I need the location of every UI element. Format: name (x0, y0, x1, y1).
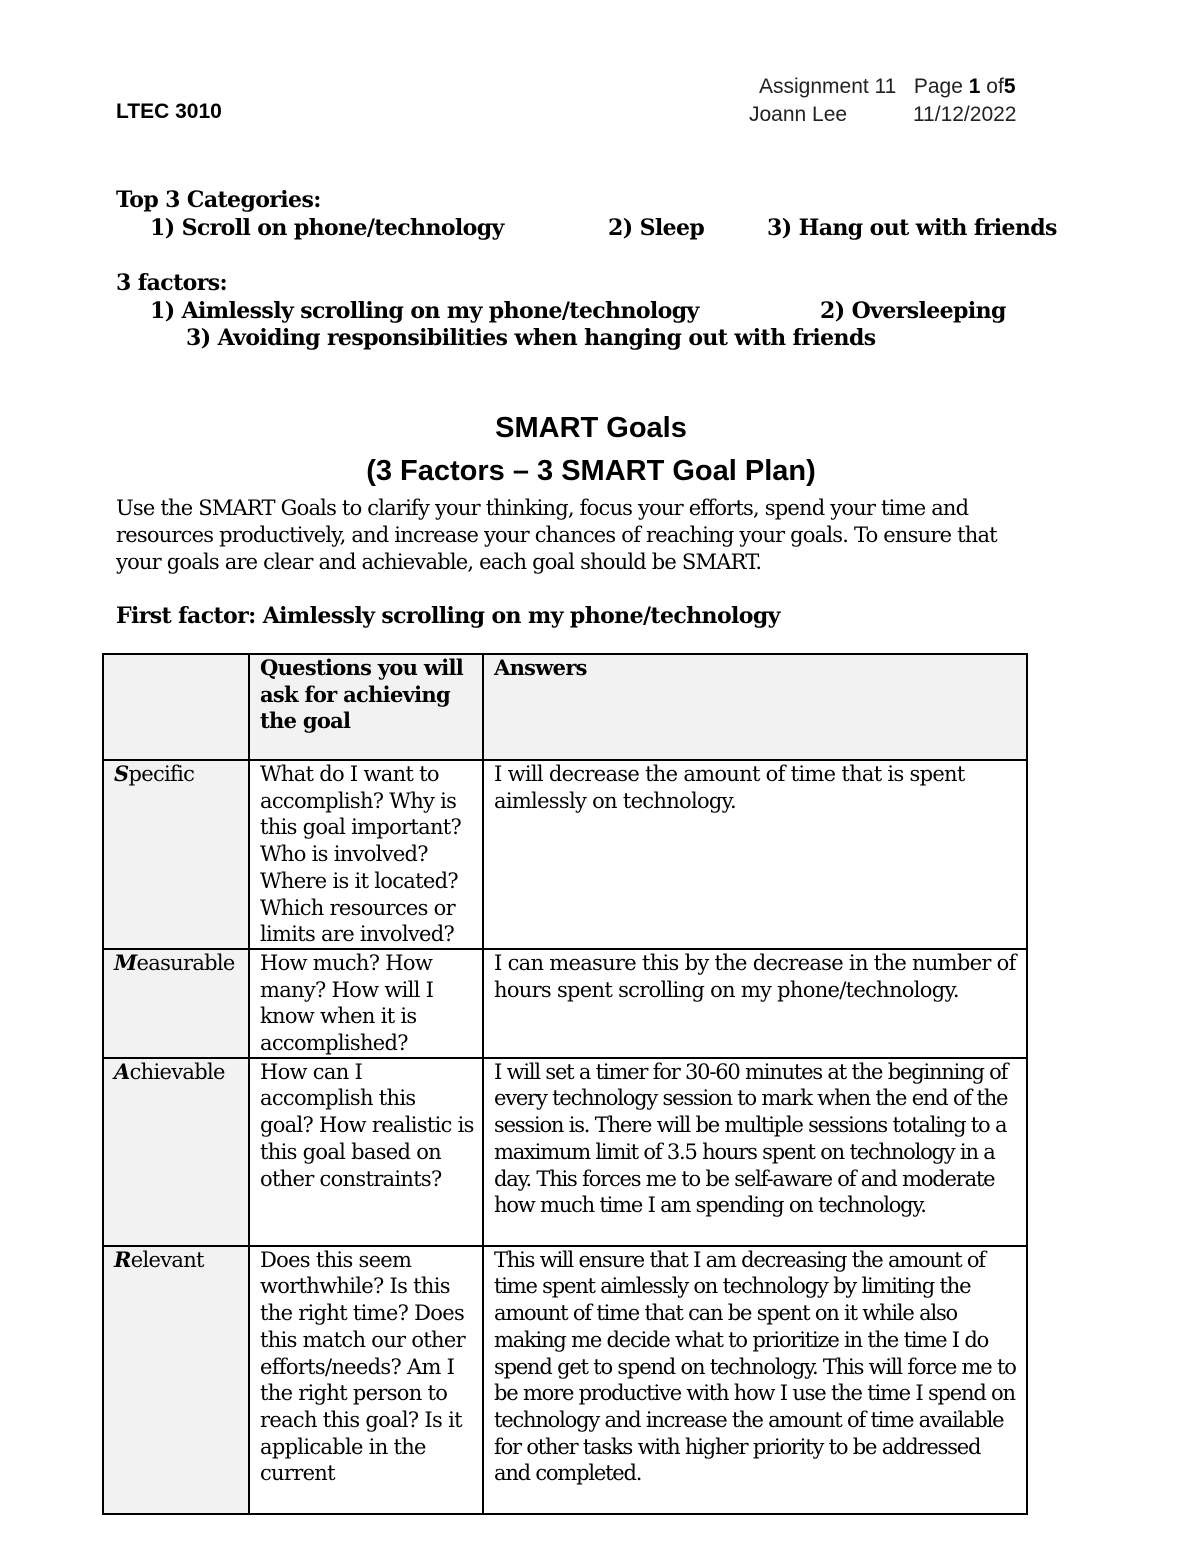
row-label-specific: Specific (103, 760, 249, 949)
table-row (103, 1058, 1027, 1246)
factor-item-1: 1) Aimlessly scrolling on my phone/technology (150, 298, 699, 324)
table-row (103, 1246, 1027, 1514)
row-label-relevant: Relevant (103, 1246, 249, 1514)
author-name: Joann Lee (749, 103, 848, 126)
author-line (749, 101, 1016, 129)
smart-title: SMART Goals (495, 412, 687, 444)
table-row (103, 949, 1027, 1058)
row-question: What do I want to accomplish? Why is this goal important? Who is involved? Where is it located? Which resources or limits are involved? (249, 760, 483, 949)
page-label: Page (913, 75, 963, 98)
row-answer: This will ensure that I am decreasing the amount of time spent aimlessly on technology by limiting the amount of time that can be spent on it while also making me decide what to prioritize in the time I do spend get to spend on technology. This will force me to be more productive with how I use the time I spend on technology and increase the amount of time available for other tasks with higher priority to be addressed and completed. (483, 1246, 1027, 1514)
table-header-row (103, 654, 1027, 760)
header-info (749, 73, 1016, 129)
category-item-1: 1) Scroll on phone/technology (150, 215, 504, 241)
factor-item-3: 3) Avoiding responsibilities when hanging out with friends (186, 325, 876, 351)
smart-subtitle: (3 Factors – 3 SMART Goal Plan) (366, 455, 816, 487)
row-question: How much? How many? How will I know when it is accomplished? (249, 949, 483, 1058)
intro-paragraph: Use the SMART Goals to clarify your thinking, focus your efforts, spend your time and resources productively, and increase your chances of reaching your goals. To ensure that your goals are clear and achievable, each goal should be SMART. (116, 496, 997, 574)
row-answer: I can measure this by the decrease in the number of hours spent scrolling on my phone/technology. (483, 949, 1027, 1058)
header-answers: Answers (483, 654, 1027, 760)
table-row (103, 760, 1027, 949)
category-item-3: 3) Hang out with friends (767, 215, 1057, 241)
row-answer: I will decrease the amount of time that is spent aimlessly on technology. (483, 760, 1027, 949)
assignment-line (749, 73, 1016, 101)
row-question: How can I accomplish this goal? How realistic is this goal based on other constraints? (249, 1058, 483, 1246)
row-label-achievable: Achievable (103, 1058, 249, 1246)
row-label-measurable: Measurable (103, 949, 249, 1058)
smart-goal-table (102, 653, 1028, 1515)
page-total: 5 (1003, 75, 1016, 98)
factor-item-2: 2) Oversleeping (820, 298, 1006, 324)
assignment-label: Assignment 11 (759, 75, 897, 98)
header-questions: Questions you will ask for achieving the goal (249, 654, 483, 760)
page-current: 1 (968, 75, 981, 98)
row-question: Does this seem worthwhile? Is this the right time? Does this match our other efforts/needs? Am I the right person to reach this goal? Is it applicable in the current (249, 1246, 483, 1514)
first-factor-heading: First factor: Aimlessly scrolling on my phone/technology (116, 603, 780, 629)
date: 11/12/2022 (912, 103, 1017, 126)
page-of: of (986, 75, 1004, 98)
factors-heading: 3 factors: (116, 270, 228, 296)
row-answer: I will set a timer for 30-60 minutes at the beginning of every technology session to mark when the end of the session is. There will be multiple sessions totaling to a maximum limit of 3.5 hours spent on technology in a day. This forces me to be self-aware of and moderate how much time I am spending on technology. (483, 1058, 1027, 1246)
header-empty-cell (103, 654, 249, 760)
categories-heading: Top 3 Categories: (116, 187, 321, 213)
category-item-2: 2) Sleep (608, 215, 705, 241)
course-code: LTEC 3010 (116, 100, 222, 123)
